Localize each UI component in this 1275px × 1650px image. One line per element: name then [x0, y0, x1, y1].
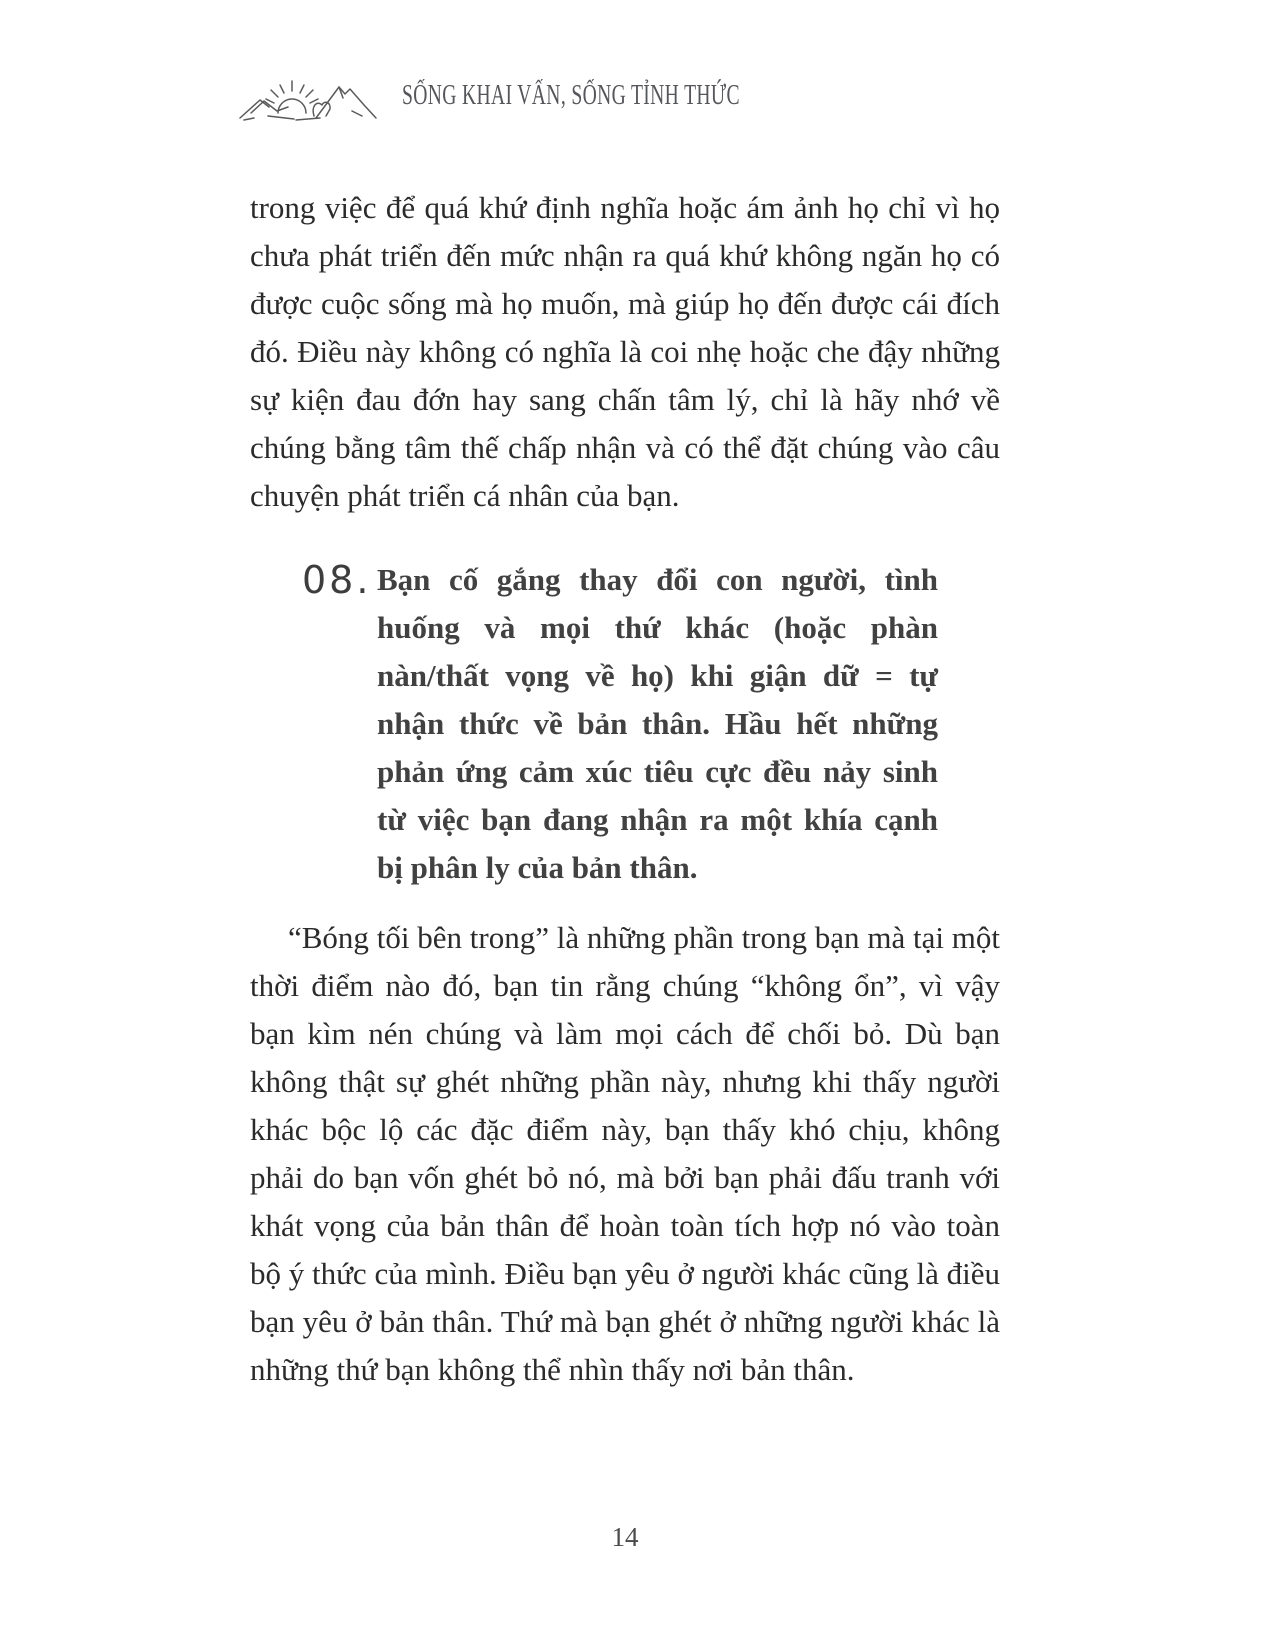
page-content	[250, 184, 1000, 1394]
mountain-sun-icon	[236, 68, 384, 124]
item-text: Bạn cố gắng thay đổi con người, tình huống và mọi thứ khác (hoặc phàn nàn/thất vọng về họ) khi giận dữ = tự nhận thức về bản thân. Hầu hết những phản ứng cảm xúc tiêu cực đều nảy sinh từ việc bạn đang nhận ra một khía cạnh bị phân ly của bản thân.	[377, 562, 938, 885]
running-head-title: SỐNG KHAI VẤN, SỐNG TỈNH THỨC	[402, 80, 740, 111]
page-footer	[250, 1522, 1000, 1553]
numbered-item-08	[302, 556, 1000, 892]
paragraph-continuation: trong việc để quá khứ định nghĩa hoặc ám ảnh họ chỉ vì họ chưa phát triển đến mức nhận ra quá khứ không ngăn họ có được cuộc sống mà họ muốn, mà giúp họ đến được cái đích đó. Điều này không có nghĩa là coi nhẹ hoặc che đậy những sự kiện đau đớn hay sang chấn tâm lý, chỉ là hãy nhớ về chúng bằng tâm thế chấp nhận và có thể đặt chúng vào câu chuyện phát triển cá nhân của bạn.	[250, 190, 1000, 513]
item-number: 08.	[302, 558, 372, 602]
page-number: 14	[611, 1522, 639, 1552]
paragraph-shadow-self: “Bóng tối bên trong” là những phần trong bạn mà tại một thời điểm nào đó, bạn tin rằng chúng “không ổn”, vì vậy bạn kìm nén chúng và làm mọi cách để chối bỏ. Dù bạn không thật sự ghét những phần này, nhưng khi thấy người khác bộc lộ các đặc điểm này, bạn thấy khó chịu, không phải do bạn vốn ghét bỏ nó, mà bởi bạn phải đấu tranh với khát vọng của bản thân để hoàn toàn tích hợp nó vào toàn bộ ý thức của mình. Điều bạn yêu ở người khác cũng là điều bạn yêu ở bản thân. Thứ mà bạn ghét ở những người khác là những thứ bạn không thể nhìn thấy nơi bản thân.	[250, 920, 1000, 1387]
page-header	[236, 68, 885, 124]
